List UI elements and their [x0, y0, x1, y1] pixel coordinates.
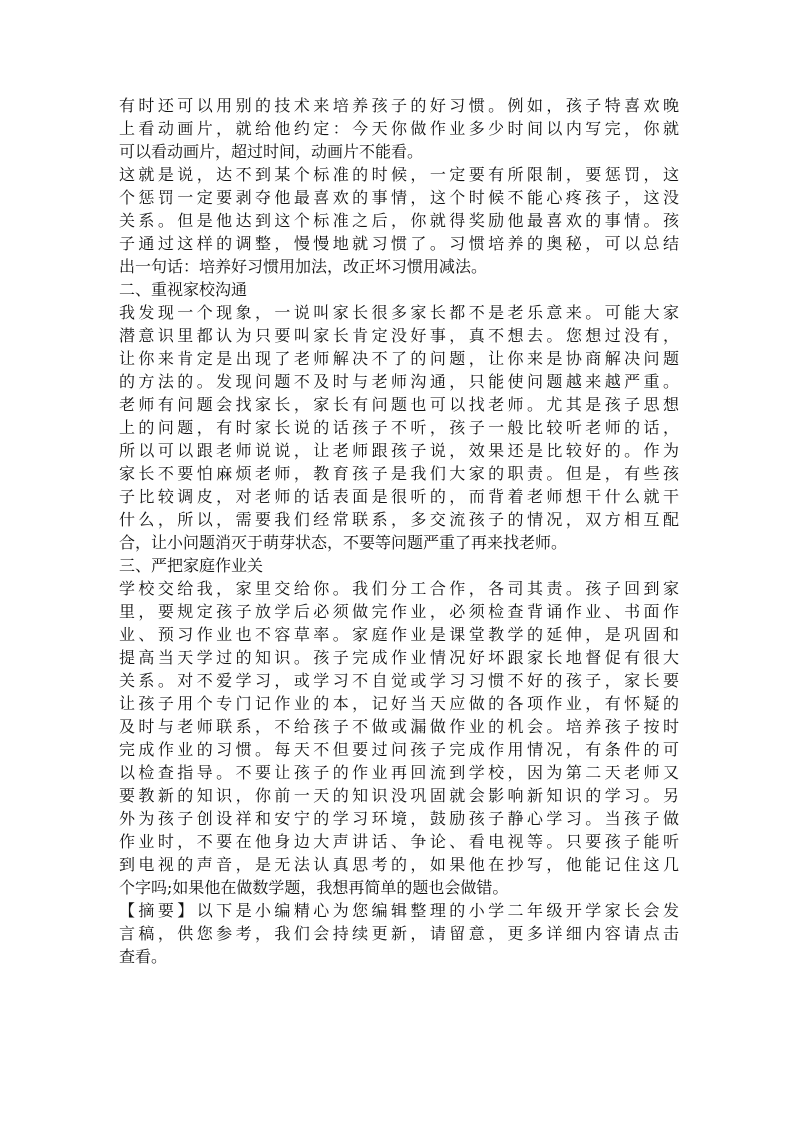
text-line: 的方法的。发现问题不及时与老师沟通，只能使问题越来越严重。	[119, 372, 679, 391]
text-line: 作业时，不要在他身边大声讲话、争论、看电视等。只要孩子能听	[119, 832, 679, 851]
text-line: 要教新的知识，你前一天的知识没巩固就会影响新知识的学习。另	[119, 786, 679, 805]
text-line: 及时与老师联系，不给孩子不做或漏做作业的机会。培养孩子按时	[119, 717, 679, 736]
text-line: 我发现一个现象，一说叫家长很多家长都不是老乐意来。可能大家	[119, 303, 679, 322]
paragraph-habit-example	[119, 94, 679, 163]
paragraph-homework	[119, 577, 679, 899]
text-line: 可以看动画片，超过时间，动画片不能看。	[119, 142, 424, 161]
text-line: 外为孩子创设祥和安宁的学习环境，鼓励孩子静心学习。当孩子做	[119, 809, 679, 828]
text-line: 有时还可以用别的技术来培养孩子的好习惯。例如，孩子特喜欢晚	[119, 96, 679, 115]
text-line: 让你来肯定是出现了老师解决不了的问题，让你来是协商解决问题	[119, 349, 679, 368]
paragraph-communication	[119, 301, 679, 554]
text-line: 家长不要怕麻烦老师，教育孩子是我们大家的职责。但是，有些孩	[119, 464, 679, 483]
text-line: 以检查指导。不要让孩子的作业再回流到学校，因为第二天老师又	[119, 763, 679, 782]
text-line: 到电视的声音，是无法认真思考的，如果他在抄写，他能记住这几	[119, 855, 679, 874]
text-line: 学校交给我，家里交给你。我们分工合作，各司其责。孩子回到家	[119, 579, 679, 598]
text-line: 老师有问题会找家长，家长有问题也可以找老师。尤其是孩子思想	[119, 395, 679, 414]
text-line: 什么，所以，需要我们经常联系，多交流孩子的情况，双方相互配	[119, 510, 679, 529]
text-line: 言稿，供您参考，我们会持续更新，请留意，更多详细内容请点击	[119, 924, 679, 943]
text-line: 提高当天学过的知识。孩子完成作业情况好坏跟家长地督促有很大	[119, 648, 679, 667]
paragraph-habit-rule	[119, 163, 679, 278]
text-line: 潜意识里都认为只要叫家长肯定没好事，真不想去。您想过没有，	[119, 326, 679, 345]
text-line: 让孩子用个专门记作业的本，记好当天应做的各项作业，有怀疑的	[119, 694, 679, 713]
section-heading-communication: 二、重视家校沟通	[119, 280, 248, 299]
text-line: 个惩罚一定要剥夺他最喜欢的事情，这个时候不能心疼孩子，这没	[119, 188, 679, 207]
text-line: 这就是说，达不到某个标准的时候，一定要有所限制，要惩罚，这	[119, 165, 679, 184]
text-line: 个字吗;如果他在做数学题，我想再简单的题也会做错。	[119, 878, 509, 897]
text-line: 【摘要】以下是小编精心为您编辑整理的小学二年级开学家长会发	[119, 901, 679, 920]
text-line: 上看动画片，就给他约定：今天你做作业多少时间以内写完，你就	[119, 119, 679, 138]
text-line: 关系。但是他达到这个标准之后，你就得奖励他最喜欢的事情。孩	[119, 211, 679, 230]
text-line: 出一句话：培养好习惯用加法，改正坏习惯用减法。	[119, 257, 488, 276]
text-line: 关系。对不爱学习，或学习不自觉或学习习惯不好的孩子，家长要	[119, 671, 679, 690]
text-line: 合，让小问题消灭于萌芽状态，不要等问题严重了再来找老师。	[119, 533, 568, 552]
text-line: 子通过这样的调整，慢慢地就习惯了。习惯培养的奥秘，可以总结	[119, 234, 679, 253]
text-line: 业、预习作业也不容草率。家庭作业是课堂教学的延伸，是巩固和	[119, 625, 679, 644]
section-heading-homework: 三、严把家庭作业关	[119, 556, 264, 575]
summary-paragraph	[119, 899, 679, 968]
text-line: 上的问题，有时家长说的话孩子不听，孩子一般比较听老师的话，	[119, 418, 679, 437]
text-line: 子比较调皮，对老师的话表面是很听的，而背着老师想干什么就干	[119, 487, 679, 506]
document-page	[119, 94, 679, 968]
text-line: 完成作业的习惯。每天不但要过问孩子完成作用情况，有条件的可	[119, 740, 679, 759]
text-line: 里，要规定孩子放学后必须做完作业，必须检查背诵作业、书面作	[119, 602, 679, 621]
text-line: 查看。	[119, 947, 168, 966]
text-line: 所以可以跟老师说说，让老师跟孩子说，效果还是比较好的。作为	[119, 441, 679, 460]
